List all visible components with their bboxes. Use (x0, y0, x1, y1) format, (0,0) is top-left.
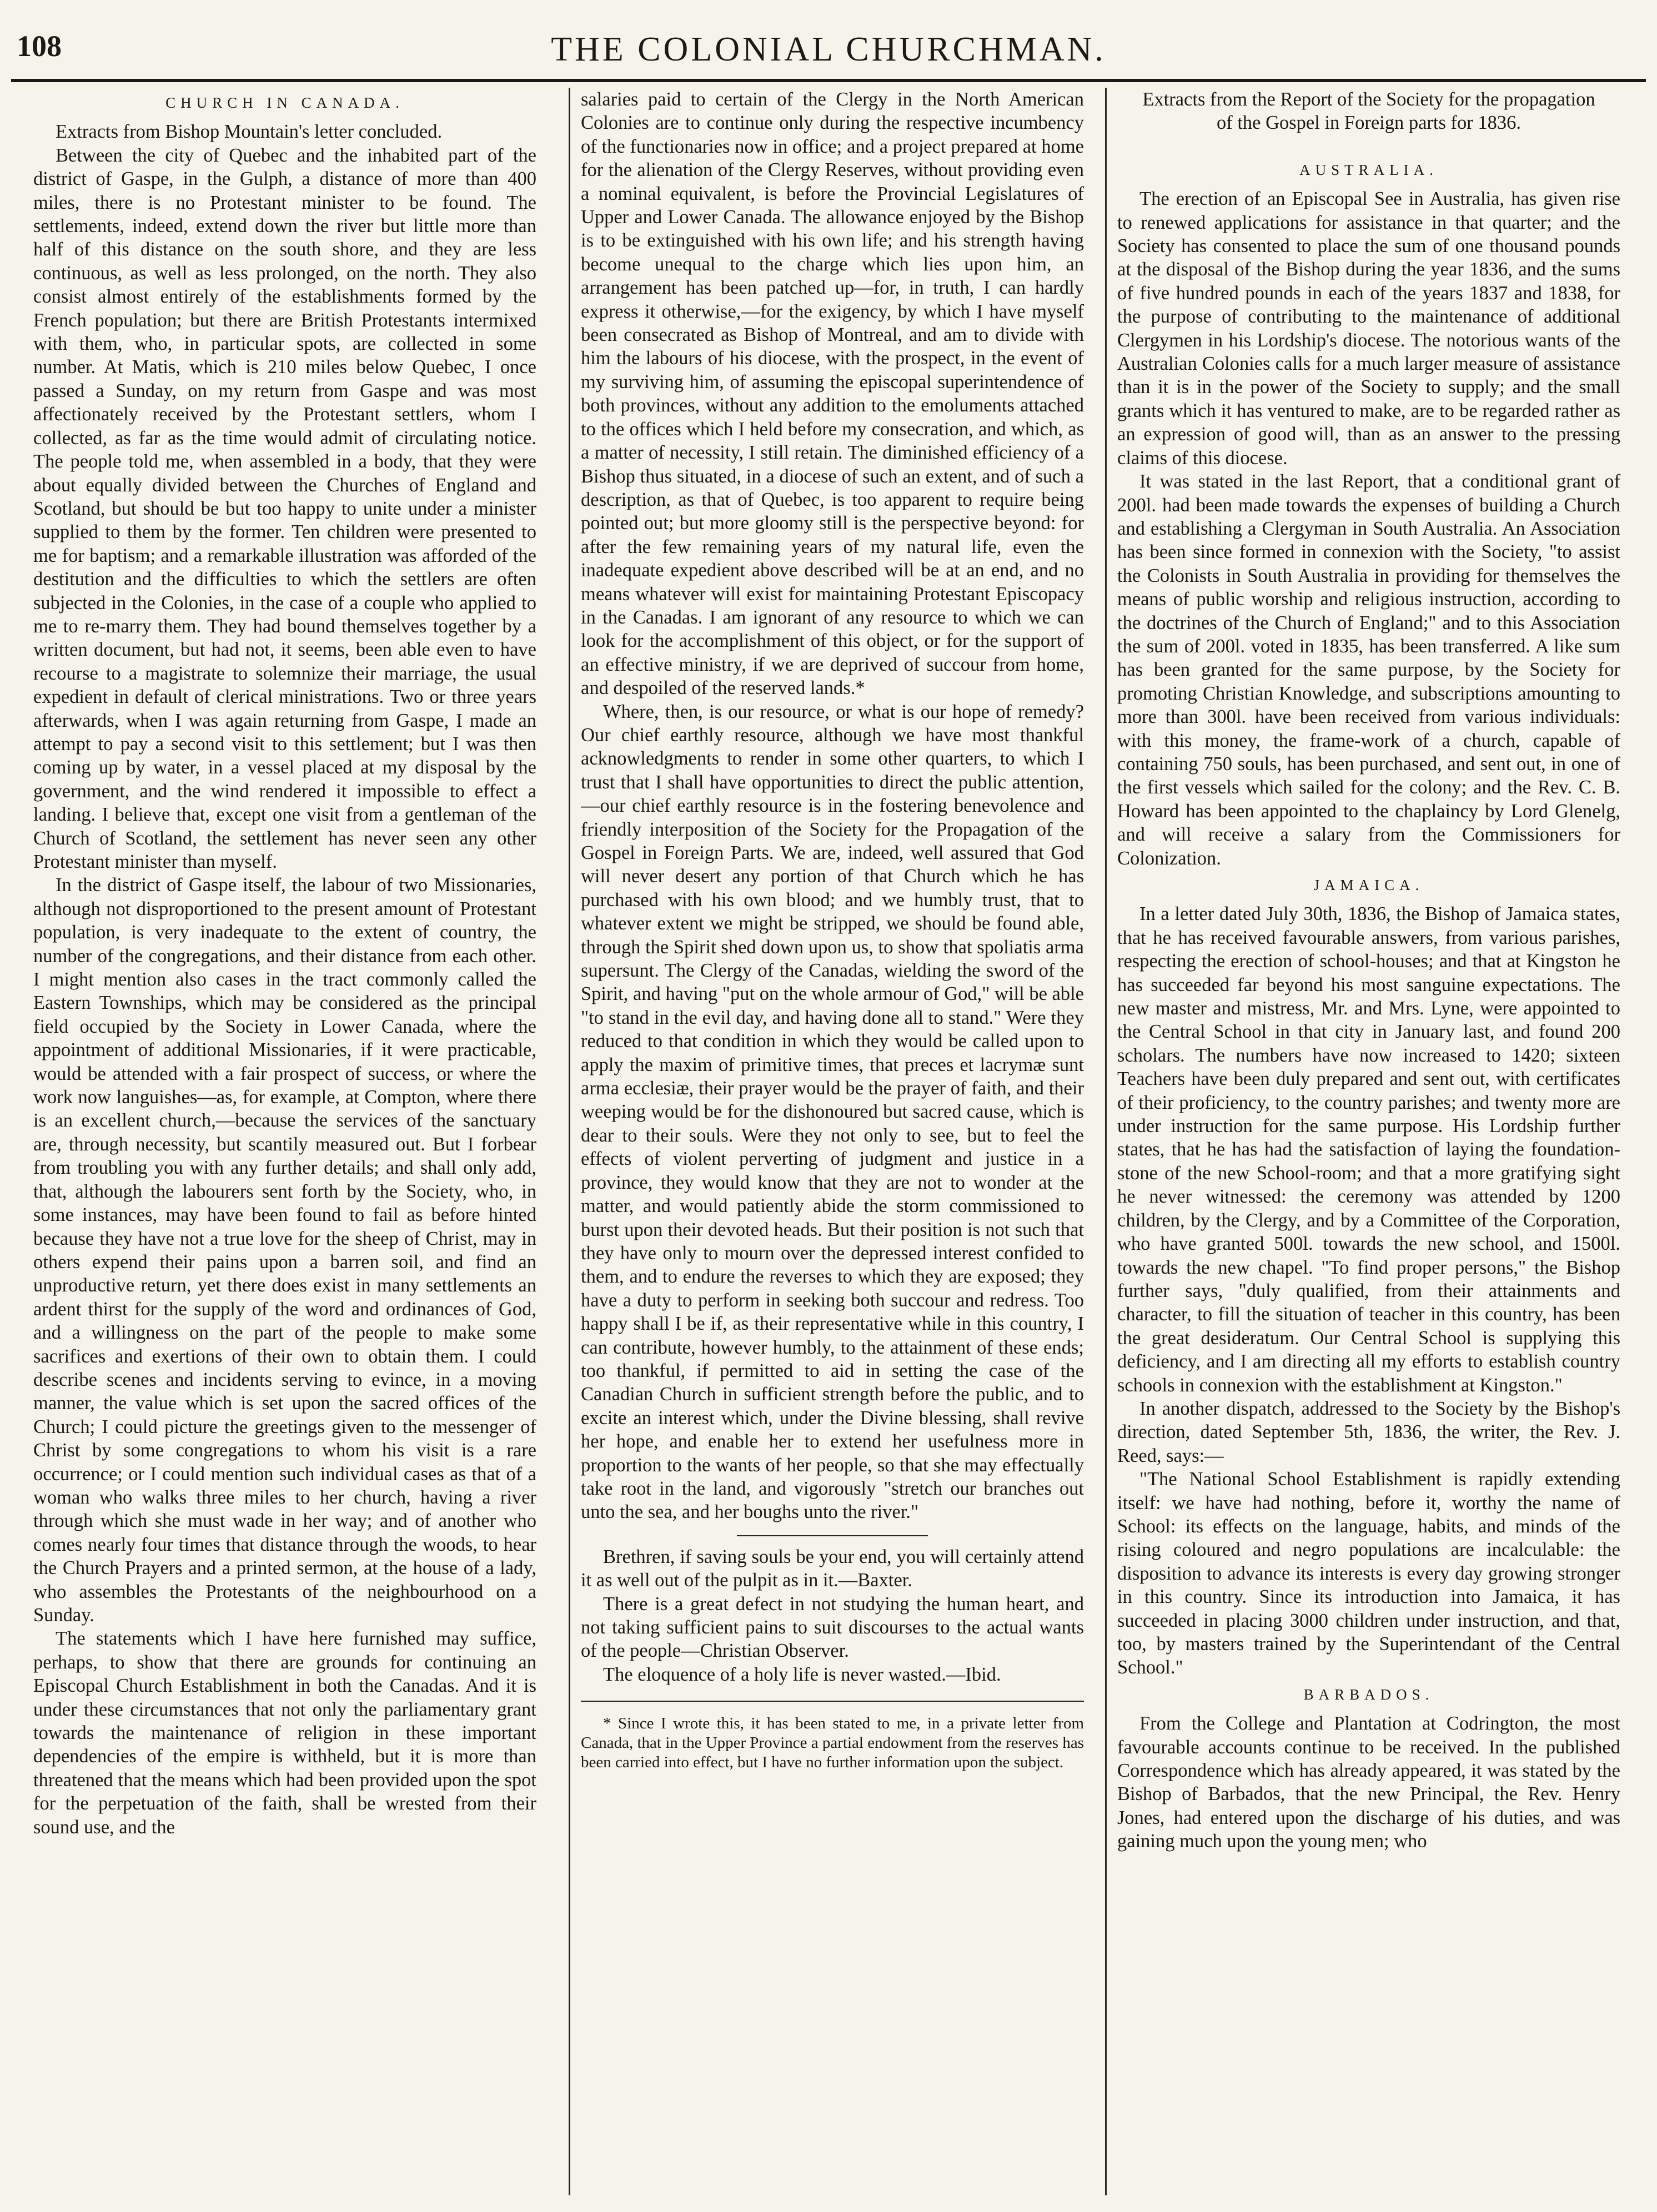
journal-title: THE COLONIAL CHURCHMAN. (551, 31, 1106, 68)
column-rule-right (1105, 88, 1107, 2195)
article-paragraph: The statements which I have here furnished may suffice, perhaps, to show that there are grounds for continuing an Episcopal Church Establishment in both the Canadas. And it is under these circumstances that not only the parliamentary grant towards the maintenance of religion in these important dependencies of the empire is withheld, but it is more than threatened that the means which had been provided upon the spot for the perpetuation of the faith, shall be wrested from their sound use, and the (33, 1628, 536, 1838)
section-title-jamaica: JAMAICA. (1313, 877, 1424, 893)
column-middle (581, 88, 1084, 2195)
quote-christian-observer: There is a great defect in not studying the human heart, and not taking sufficient pains to suit discourses to the actual wants of the people—Christian Observer. (581, 1593, 1084, 1662)
article-paragraph: In the district of Gaspe itself, the labour of two Missionaries, although not disproportioned to the present amount of Protestant population, is very inadequate to the extent of country, the number of the congregations, and their distance from each other. I might mention also cases in the tract commonly called the Eastern Townships, which may be considered as the principal field occupied by the Society in Lower Canada, where the appointment of additional Missionaries, if it were practicable, would be attended with a fair prospect of success, or where the work now languishes—as, for example, at Compton, where there is an excellent church,—because the services of the sanctuary are, through necessity, but scantily measured out. But I forbear from troubling you with any further details; and shall only add, that, although the labourers sent forth by the Society, who, in some instances, may have been found to fail as before hinted because they have not a true love for the sheep of Christ, may in others expend their pains upon a barren soil, and find an unproductive return, yet there does exist in many settlements an ardent thirst for the supply of the word and ordinances of God, and a willingness on the part of the people to make some sacrifices and exertions of their own to obtain them. I could describe scenes and incidents serving to evince, in a moving manner, the value which is set upon the sacred offices of the Church; I could picture the greetings given to the messenger of Christ by some congregations to whom his visit is a rare occurrence; or I could mention such individual cases as that of a woman who walks three miles to her church, having a river through which she must wade in her way; and of another who comes nearly four times that distance through the woods, to hear the Church Prayers and a printed sermon, at the house of a lady, who assembles the Protestants of the neighbourhood on a Sunday. (33, 874, 536, 1626)
report-heading: Extracts from the Report of the Society for the propagation of the Gospel in Foreign parts for 1836. (1142, 89, 1595, 134)
quote-baxter: Brethren, if saving souls be your end, you will certainly attend it as well out of the pulpit as in it.—Baxter. (581, 1546, 1084, 1591)
column-rule-left (569, 88, 570, 2195)
section-title-church-in-canada: CHURCH IN CANADA. (165, 94, 404, 111)
article-subtitle: Extracts from Bishop Mountain's letter concluded. (56, 121, 443, 143)
column-left (33, 88, 536, 2195)
page-number: 108 (17, 29, 62, 63)
divider (737, 1535, 928, 1536)
page-header (11, 12, 1646, 82)
article-paragraph: salaries paid to certain of the Clergy in the North American Colonies are to continue only during the respective incumbency of the functionaries now in office; and a project prepared at home for the alienation of the Clergy Reserves, without providing even a nominal equivalent, is before the Provincial Legislatures of Upper and Lower Canada. The allowance enjoyed by the Bishop is to be extinguished with his own life; and his strength having become unequal to the charge which lies upon him, an arrangement has been patched up—for, in truth, I can hardly express it otherwise,—for the exigency, by which I have myself been consecrated as Bishop of Montreal, and am to divide with him the labours of his diocese, with the prospect, in the event of my surviving him, of assuming the episcopal superintendence of both provinces, without any addition to the emoluments attached to the offices which I held before my consecration, and which, as a matter of necessity, I still retain. The diminished efficiency of a Bishop thus situated, in a diocese of such an extent, and of such a description, as that of Quebec, is too apparent to require being pointed out; but more gloomy still is the perspective beyond: for after the few remaining years of my natural life, even the inadequate expedient above described will be at an end, and no means whatever will exist for maintaining Protestant Episcopacy in the Canadas. I am ignorant of any resource to which we can look for the accomplishment of this object, or for the support of an effective ministry, if we are deprived of succour from home, and despoiled of the reserved lands.* (581, 89, 1084, 699)
article-paragraph: In a letter dated July 30th, 1836, the Bishop of Jamaica states, that he has received favourable answers, from various parishes, respecting the erection of school-houses; and that at Kingston he has succeeded far beyond his most sanguine expectations. The new master and mistress, Mr. and Mrs. Lyne, were appointed to the Central School in that city in January last, and found 200 scholars. The numbers have now increased to 1420; sixteen Teachers have been duly prepared and sent out, with certificates of their proficiency, to the country parishes; and twenty more are under instruction for the same purpose. His Lordship further states, that he has had the satisfaction of laying the foundation-stone of the new School-room; and that a more gratifying sight he never witnessed: the ceremony was attended by 1200 children, by the Clergy, and by a Committee of the Corporation, who have granted 500l. towards the new school, and 1500l. towards the new chapel. "To find proper persons," the Bishop further says, "duly qualified, from their attainments and character, to fill the situation of teacher in this country, has been the great desideratum. Our Central School is supplying this deficiency, and I am directing all my efforts to establish country schools in connexion with the establishment at Kingston." (1117, 903, 1620, 1396)
article-paragraph: "The National School Establishment is rapidly extending itself: we have had nothing, before it, worthy the name of School: its effects on the language, habits, and minds of the rising coloured and negro populations are incalculable: the disposition to advance its interests is every day growing stronger in this country. Since its introduction into Jamaica, it has succeeded in placing 3000 children under instruction, and that, too, by masters trained by the Superintendant of the Central School." (1117, 1469, 1620, 1678)
column-right (1117, 88, 1620, 2195)
article-paragraph: From the College and Plantation at Codrington, the most favourable accounts continue to be received. In the published Correspondence which has already appeared, it was stated by the Bishop of Barbados, that the new Principal, the Rev. Henry Jones, had entered upon the discharge of his duties, and was gaining much upon the young men; who (1117, 1713, 1620, 1852)
article-paragraph: Where, then, is our resource, or what is our hope of remedy? Our chief earthly resource, although we have most thankful acknowledgments to render in some other quarters, to which I trust that I shall have opportunities to direct the public attention,—our chief earthly resource is in the fostering benevolence and friendly interposition of the Society for the Propagation of the Gospel in Foreign Parts. We are, indeed, well assured that God will never desert any portion of that Church which he has purchased with his own blood; and we humbly trust, that to whatever extent we might be stripped, we should be found able, through the Spirit shed down upon us, to show that spoliatis arma supersunt. The Clergy of the Canadas, wielding the sword of the Spirit, and having "put on the whole armour of God," will be able "to stand in the evil day, and having done all to stand." Were they reduced to that condition in which they would be called upon to apply the maxim of primitive times, that preces et lacrymæ sunt arma ecclesiæ, their prayer would be the prayer of faith, and their weeping would be for the dishonoured but sacred cause, which is dear to their souls. Were they not only to see, but to feel the effects of violent perverting of judgment and justice in a province, they would know that they are not to wonder at the matter, and would patiently abide the storm commissioned to burst upon their devoted heads. But their position is not such that they have only to mourn over the depressed interest confided to them, and to endure the reverses to which they are exposed; they have a duty to perform in seeking both succour and redress. Too happy shall I be if, as their representative while in this country, I can contribute, however humbly, to the attainment of these ends; too thankful, if permitted to aid in setting the case of the Canadian Church in sufficient strength before the public, and to excite an interest which, under the Divine blessing, shall revive her hope, and enable her to extend her usefulness more in proportion to the wants of her people, so that she may effectually take root in the land, and vigorously "stretch our branches out unto the sea, and her boughs unto the river." (581, 701, 1084, 1523)
article-paragraph: In another dispatch, addressed to the Society by the Bishop's direction, dated September 5th, 1836, the writer, the Rev. J. Reed, says:— (1117, 1397, 1620, 1466)
article-paragraph: Between the city of Quebec and the inhabited part of the district of Gaspe, in the Gulph, a distance of more than 400 miles, there is no Protestant minister to be found. The settlements, indeed, extend down the river but little more than half of this distance on the south shore, and they are less continuous, as well as less prolonged, on the north. They also consist almost entirely of the establishments formed by the French population; but there are British Protestants intermixed with them, who, in particular spots, are collected in some number. At Matis, which is 210 miles below Quebec, I once passed a Sunday, on my return from Gaspe and was most affectionately received by the Protestant settlers, whom I collected, as far as the time would admit of circulating notice. The people told me, when assembled in a body, that they were about equally divided between the Churches of England and Scotland, but should be but too happy to unite under a minister supplied to them by the former. Ten children were presented to me for baptism; and a remarkable illustration was afforded of the destitution and the difficulties to which the settlers are often subjected in the Colonies, in the case of a couple who applied to me to re-marry them. They had bound themselves together by a written document, but had not, it seems, been able even to have recourse to a magistrate to solemnize their marriage, the usual expedient in default of clerical ministrations. Two or three years afterwards, when I was again returning from Gaspe, I made an attempt to pay a second visit to this settlement; but I was then coming up by water, in a vessel placed at my disposal by the government, and the wind rendered it impossible to effect a landing. I believe that, except one visit from a gentleman of the Church of Scotland, the settlement has never seen any other Protestant minister than myself. (33, 144, 536, 872)
article-paragraph: The erection of an Episcopal See in Australia, has given rise to renewed applications for assistance in that quarter; and the Society has consented to place the sum of one thousand pounds at the disposal of the Bishop during the year 1836, and the sums of five hundred pounds in each of the years 1837 and 1838, for the purpose of contributing to the maintenance of additional Clergymen in his Lordship's diocese. The notorious wants of the Australian Colonies calls for a much larger measure of assistance than it is in the power of the Society to supply; and the small grants which it has ventured to make, are to be regarded rather as an expression of good will, than as an answer to the pressing claims of this diocese. (1117, 188, 1620, 469)
footnote: * Since I wrote this, it has been stated to me, in a private letter from Canada, that in the Upper Province a partial endowment from the reserves has been carried into effect, but I have no further information upon the subject. (581, 1715, 1084, 1772)
section-title-australia: AUSTRALIA. (1299, 161, 1438, 178)
article-paragraph: It was stated in the last Report, that a conditional grant of 200l. had been made towards the expenses of building a Church and establishing a Clergyman in South Australia. An Association has been since formed in connexion with the Society, "to assist the Colonists in South Australia in providing for themselves the means of public worship and religious instruction, according to the doctrines of the Church of England;" and to this Association the sum of 200l. voted in 1835, has been transferred. A like sum has been granted for the same purpose, by the Society for promoting Christian Knowledge, and subscriptions amounting to more than 300l. have been received from various individuals: with this money, the frame-work of a church, capable of containing 750 souls, has been purchased, and sent out, in one of the first vessels which sailed for the colony; and the Rev. C. B. Howard has been appointed to the chaplaincy by Lord Glenelg, and will receive a salary from the Commissioners for Colonization. (1117, 471, 1620, 869)
footnote-divider (581, 1701, 1084, 1702)
section-title-barbados: BARBADOS. (1303, 1686, 1434, 1703)
quote-ibid: The eloquence of a holy life is never wasted.—Ibid. (603, 1663, 1001, 1685)
